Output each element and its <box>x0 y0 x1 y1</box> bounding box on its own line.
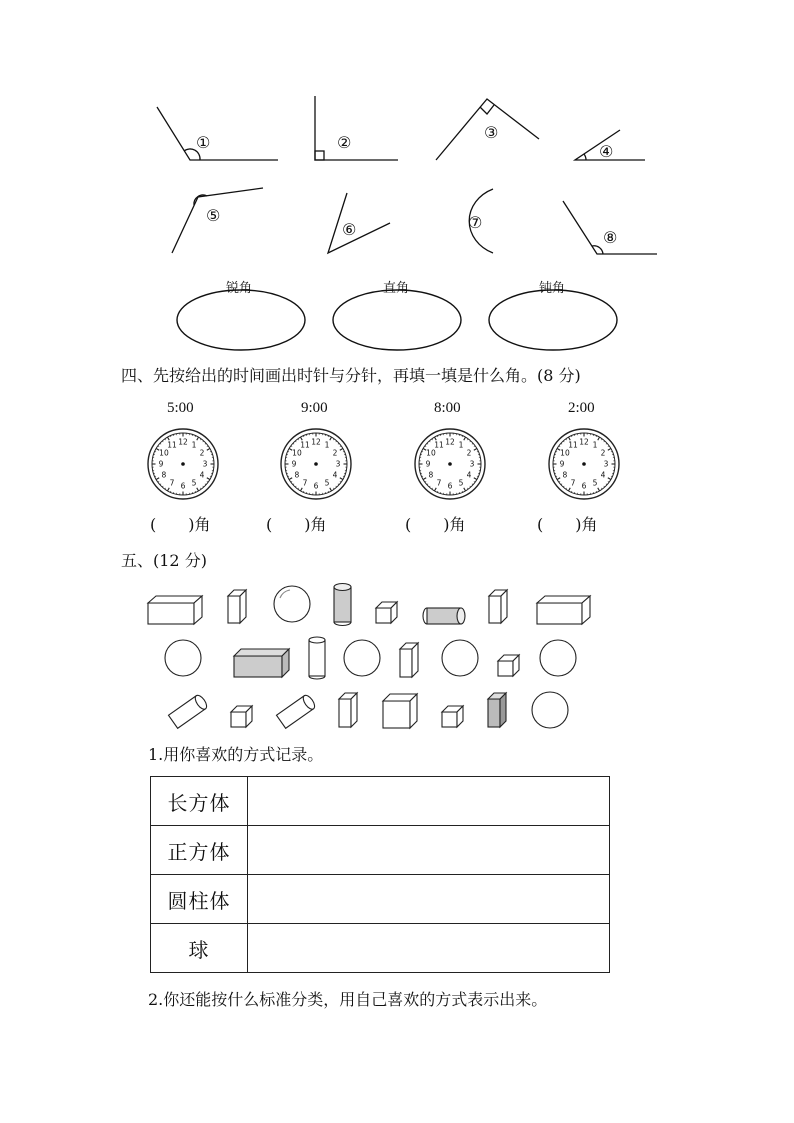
question-1: 1.用你喜欢的方式记录。 <box>148 745 324 764</box>
sphere-shape <box>540 640 576 676</box>
section5-title: 五、(12 分) <box>121 551 207 570</box>
clock-number: 11 <box>568 440 578 450</box>
row-label-cube: 正方体 <box>151 826 248 875</box>
cylinder-shape <box>309 637 325 679</box>
clock-number: 8 <box>161 470 167 480</box>
answer-cell[interactable] <box>248 875 610 924</box>
answer-cell[interactable] <box>248 826 610 875</box>
sphere-shape <box>442 640 478 676</box>
row-label-cuboid: 长方体 <box>151 777 248 826</box>
right-ellipse <box>333 290 461 350</box>
angle-marker: ① <box>196 133 211 152</box>
clock-time: 2:00 <box>568 400 595 416</box>
cylinder-shape <box>423 608 465 624</box>
angle-answer-blank[interactable]: ( )角 <box>266 515 327 534</box>
sphere-shape <box>344 640 380 676</box>
cylinder-shape <box>168 693 208 728</box>
clock-number: 7 <box>302 478 308 488</box>
cuboid-shape <box>148 596 202 624</box>
clock-number: 1 <box>191 440 197 450</box>
clock-number: 5 <box>592 478 598 488</box>
angle-marker: ⑧ <box>603 228 618 247</box>
clock-number: 9 <box>559 459 565 469</box>
clock-number: 9 <box>425 459 431 469</box>
cube-shape <box>442 706 463 727</box>
clock-number: 5 <box>191 478 197 488</box>
clock-number: 7 <box>436 478 442 488</box>
obtuse-label: 钝角 <box>539 281 566 296</box>
clock-number: 10 <box>426 448 436 458</box>
clock-number: 11 <box>434 440 444 450</box>
record-table <box>150 776 610 973</box>
cuboid-shape <box>488 693 506 727</box>
angle-2 <box>315 96 398 160</box>
clock-face[interactable] <box>281 429 351 499</box>
obtuse-ellipse <box>489 290 617 350</box>
cylinder-shape <box>276 693 316 728</box>
cylinder-shape <box>334 584 351 626</box>
cuboid-shape <box>400 643 418 677</box>
clock-faces <box>148 429 619 499</box>
cube-shape <box>231 706 252 727</box>
acute-ellipse <box>177 290 305 350</box>
clock-number: 5 <box>458 478 464 488</box>
clock-number: 4 <box>332 470 338 480</box>
acute-label: 锐角 <box>226 281 253 296</box>
cuboid-shape <box>537 596 590 624</box>
clock-number: 7 <box>570 478 576 488</box>
clock-number: 11 <box>300 440 310 450</box>
cube-shape <box>376 602 397 623</box>
clock-number: 12 <box>579 437 589 447</box>
clock-number: 1 <box>458 440 464 450</box>
angle-marker: ⑦ <box>468 213 483 232</box>
row-label-cylinder: 圆柱体 <box>151 875 248 924</box>
cuboid-shape <box>339 693 357 727</box>
answer-cell[interactable] <box>248 924 610 973</box>
clock-number: 7 <box>169 478 175 488</box>
sphere-shape <box>274 586 310 622</box>
clock-number: 2 <box>600 448 606 458</box>
clock-number: 10 <box>159 448 169 458</box>
angle-marker: ⑤ <box>206 206 221 225</box>
answer-cell[interactable] <box>248 777 610 826</box>
clock-face[interactable] <box>148 429 218 499</box>
sphere-shape <box>165 640 201 676</box>
clock-time: 5:00 <box>167 400 194 416</box>
cuboid-shape <box>228 590 246 623</box>
angle-6 <box>328 193 390 253</box>
clock-number: 9 <box>291 459 297 469</box>
clock-face[interactable] <box>549 429 619 499</box>
clock-face[interactable] <box>415 429 485 499</box>
angle-answer-blank[interactable]: ( )角 <box>405 515 466 534</box>
clock-number: 6 <box>581 481 587 491</box>
cube-shape <box>383 694 417 728</box>
cuboid-shape <box>489 590 507 623</box>
clock-number: 10 <box>292 448 302 458</box>
clock-number: 3 <box>603 459 609 469</box>
clock-number: 1 <box>324 440 330 450</box>
clock-number: 10 <box>560 448 570 458</box>
clock-time: 9:00 <box>301 400 328 416</box>
clock-number: 9 <box>158 459 164 469</box>
clock-number: 6 <box>313 481 319 491</box>
clock-number: 6 <box>180 481 186 491</box>
row-label-sphere: 球 <box>151 924 248 973</box>
angle-answer-blank[interactable]: ( )角 <box>150 515 211 534</box>
angle-marker: ⑥ <box>342 220 357 239</box>
cuboid-shape <box>234 649 289 677</box>
clock-number: 12 <box>311 437 321 447</box>
sphere-shape <box>532 692 568 728</box>
clock-number: 1 <box>592 440 598 450</box>
clock-number: 2 <box>466 448 472 458</box>
clock-number: 8 <box>562 470 568 480</box>
angle-1 <box>157 107 278 160</box>
section4-title: 四、先按给出的时间画出时针与分针，再填一填是什么角。(8 分) <box>121 366 581 385</box>
right-label: 直角 <box>383 281 410 296</box>
clock-time: 8:00 <box>434 400 461 416</box>
clock-number: 3 <box>202 459 208 469</box>
clock-number: 4 <box>199 470 205 480</box>
angle-answer-blank[interactable]: ( )角 <box>537 515 598 534</box>
question-2: 2.你还能按什么标准分类，用自己喜欢的方式表示出来。 <box>148 990 548 1009</box>
clock-number: 8 <box>428 470 434 480</box>
clock-number: 6 <box>447 481 453 491</box>
clock-number: 3 <box>335 459 341 469</box>
clock-number: 2 <box>199 448 205 458</box>
angle-marker: ④ <box>599 142 614 161</box>
cube-shape <box>498 655 519 676</box>
clock-number: 8 <box>294 470 300 480</box>
clock-number: 3 <box>469 459 475 469</box>
clock-number: 4 <box>600 470 606 480</box>
clock-number: 12 <box>178 437 188 447</box>
clock-number: 11 <box>167 440 177 450</box>
angle-marker: ③ <box>484 123 499 142</box>
clock-number: 5 <box>324 478 330 488</box>
angle-marker: ② <box>337 133 352 152</box>
clock-number: 12 <box>445 437 455 447</box>
clock-number: 4 <box>466 470 472 480</box>
clock-number: 2 <box>332 448 338 458</box>
